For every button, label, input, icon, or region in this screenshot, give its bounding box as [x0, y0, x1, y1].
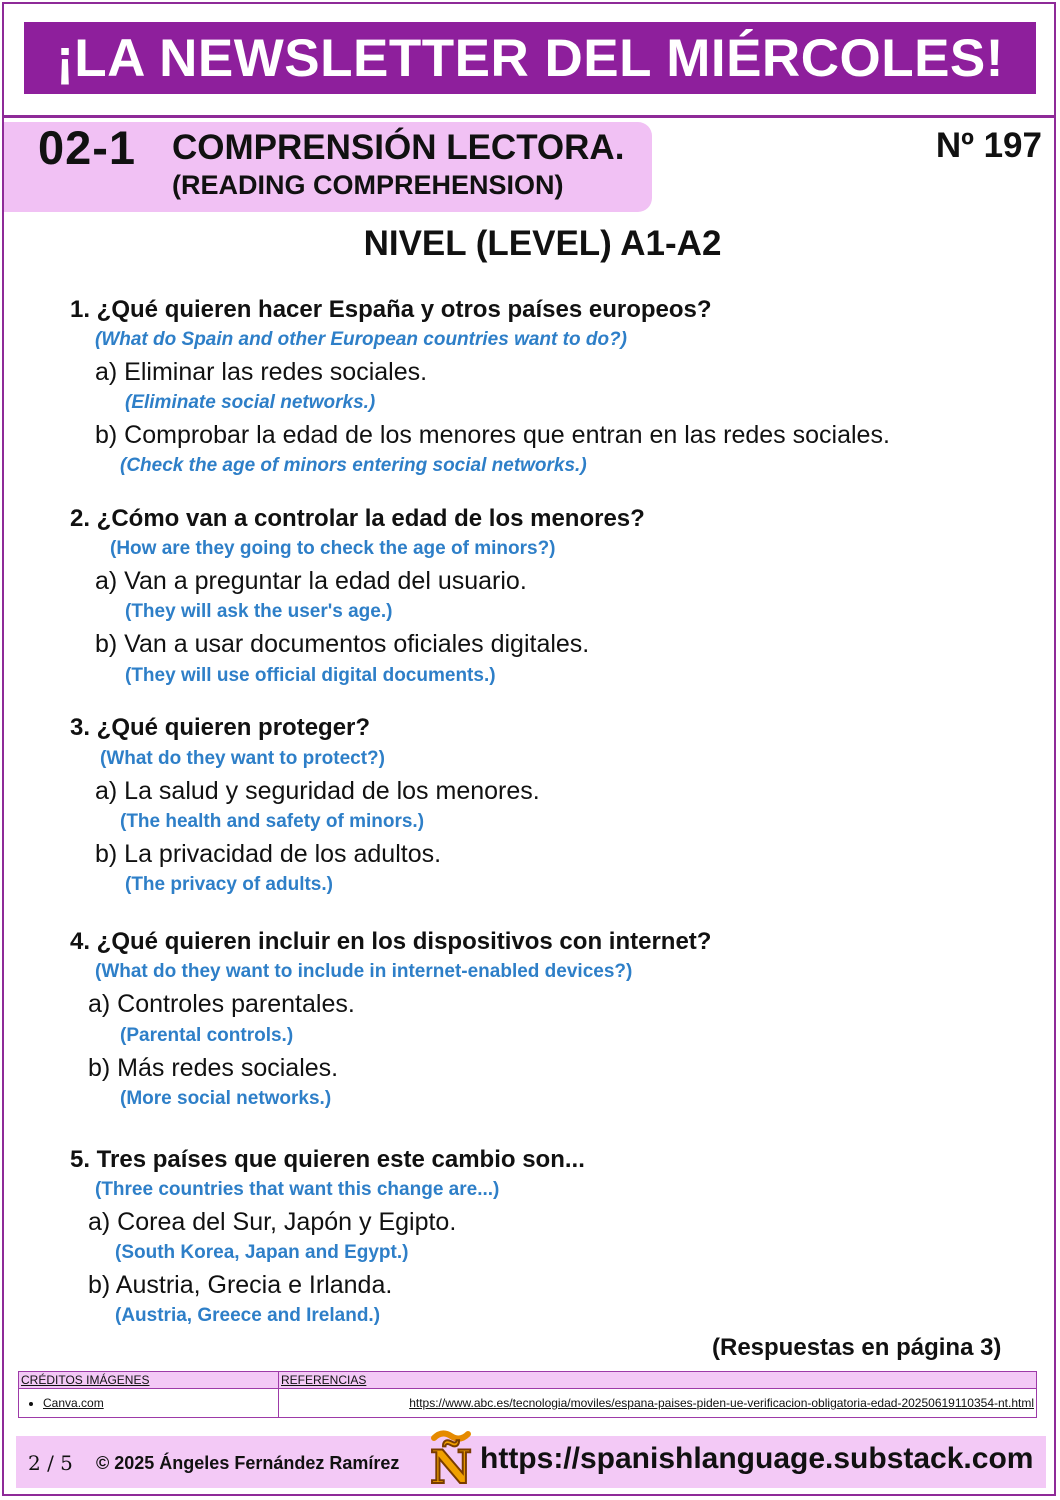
question-3-option-b: b) La privacidad de los adultos. [95, 840, 442, 868]
question-1: 1. ¿Qué quieren hacer España y otros países europeos? [70, 296, 712, 323]
question-5: 5. Tres países que quieren este cambio son... [70, 1146, 585, 1173]
question-3-option-b-translation: (The privacy of adults.) [125, 874, 333, 895]
site-url[interactable]: https://spanishlanguage.substack.com [480, 1442, 1034, 1475]
question-1-option-a: a) Eliminar las redes sociales. [95, 358, 428, 386]
section-subtitle: (READING COMPREHENSION) [172, 170, 564, 200]
issue-number: Nº 197 [935, 126, 1042, 165]
credits-images-header: CRÉDITOS IMÁGENES [19, 1372, 279, 1389]
answers-note: (Respuestas en página 3) [712, 1334, 1002, 1361]
logo-letter: Ñ [429, 1440, 473, 1486]
question-2-option-a-translation: (They will ask the user's age.) [125, 601, 393, 622]
question-4-option-b-translation: (More social networks.) [120, 1088, 332, 1109]
credits-references-header: REFERENCIAS [279, 1372, 1037, 1389]
credits-table [18, 1371, 1037, 1418]
question-4: 4. ¿Qué quieren incluir en los dispositivos con internet? [70, 928, 712, 955]
credits-images-cell [19, 1389, 279, 1418]
question-4-option-b: b) Más redes sociales. [88, 1054, 339, 1082]
newsletter-title: ¡LA NEWSLETTER DEL MIÉRCOLES! [24, 22, 1036, 94]
question-3-translation: (What do they want to protect?) [100, 748, 385, 769]
question-4-translation: (What do they want to include in internet-enabled devices?) [95, 961, 633, 982]
question-5-option-a-translation: (South Korea, Japan and Egypt.) [115, 1242, 409, 1263]
question-5-translation: (Three countries that want this change are...) [95, 1179, 500, 1200]
page-number: 2 / 5 [28, 1451, 73, 1475]
credits-references-cell [279, 1389, 1037, 1418]
level-heading: NIVEL (LEVEL) A1-A2 [363, 224, 722, 263]
question-2-option-a: a) Van a preguntar la edad del usuario. [95, 567, 527, 595]
question-3-option-a: a) La salud y seguridad de los menores. [95, 777, 540, 805]
question-5-option-a: a) Corea del Sur, Japón y Egipto. [88, 1208, 457, 1236]
question-4-option-a: a) Controles parentales. [88, 990, 355, 1018]
question-4-option-a-translation: (Parental controls.) [120, 1025, 294, 1046]
question-1-option-b-translation: (Check the age of minors entering social networks.) [120, 455, 587, 476]
question-3: 3. ¿Qué quieren proteger? [70, 714, 371, 741]
divider [2, 115, 1056, 118]
question-1-option-b: b) Comprobar la edad de los menores que entran en las redes sociales. [95, 421, 890, 449]
credits-image-source[interactable]: • Canva.com [43, 1396, 276, 1410]
section-title: COMPRENSIÓN LECTORA. [172, 128, 625, 167]
copyright: © 2025 Ángeles Fernández Ramírez [96, 1453, 400, 1473]
question-2-option-b-translation: (They will use official digital documents.) [125, 665, 496, 686]
question-2: 2. ¿Cómo van a controlar la edad de los menores? [70, 505, 645, 532]
question-2-option-b: b) Van a usar documentos oficiales digitales. [95, 630, 590, 658]
n-tilde-logo-icon [428, 1428, 474, 1486]
section-number: 02-1 [38, 121, 137, 174]
question-2-translation: (How are they going to check the age of minors?) [110, 538, 556, 559]
reference-link[interactable]: https://www.abc.es/tecnologia/moviles/espana-paises-piden-ue-verificacion-obligatoria-edad-20250619110354-nt.html [409, 1396, 1034, 1410]
question-5-option-b: b) Austria, Grecia e Irlanda. [88, 1271, 393, 1299]
question-1-option-a-translation: (Eliminate social networks.) [125, 392, 376, 413]
question-1-translation: (What do Spain and other European countries want to do?) [95, 329, 627, 350]
question-5-option-b-translation: (Austria, Greece and Ireland.) [115, 1305, 381, 1326]
question-3-option-a-translation: (The health and safety of minors.) [120, 811, 425, 832]
